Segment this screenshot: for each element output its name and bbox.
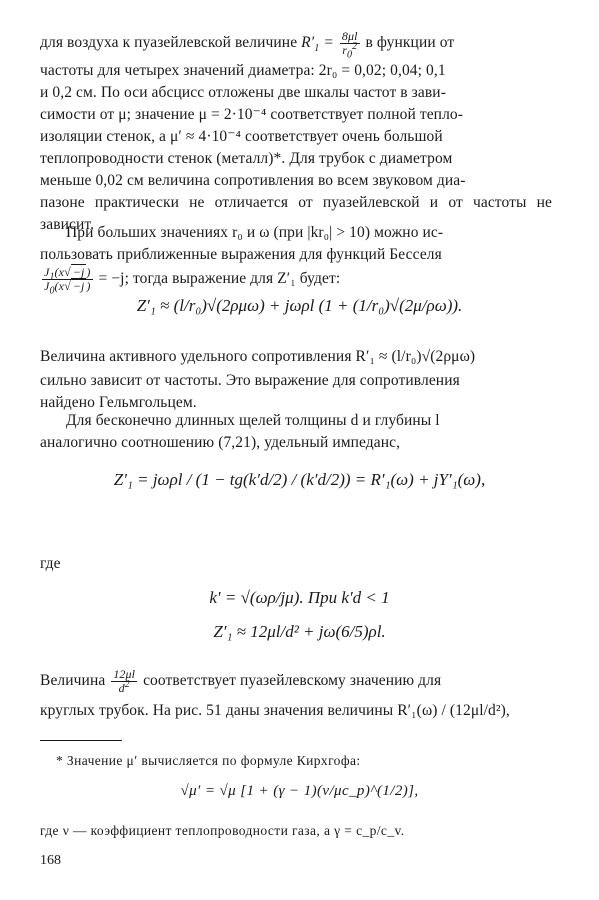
equation-2: Z′₁ = jωρl / (1 − tg(k′d/2) / (k′d/2)) = R′₁(ω) + jY′₁(ω), bbox=[113, 470, 486, 489]
p1-line7: меньше 0,02 см величина сопротивления во всем звуковом диа- bbox=[40, 172, 466, 189]
p5-line1-pre: Величина bbox=[40, 672, 106, 690]
p1-line3: и 0,2 см. По оси абсцисс отложены две шкалы частот в зави- bbox=[40, 84, 446, 101]
inline-formula-r1: $R'_1$ = bbox=[301, 34, 334, 55]
p2-line2: пользовать приближенные выражения для функций Бесселя bbox=[40, 246, 442, 263]
p1-line4: симости от μ; значение μ = 2·10⁻⁴ соответствует полной тепло- bbox=[40, 106, 464, 123]
fraction-8ul-r02: $\frac{8\mu l}{r_0^2}$ bbox=[341, 29, 358, 61]
p3-line1: Величина активного удельного сопротивления R′₁ ≈ (l/r₀)√(2ρμω) bbox=[40, 348, 476, 365]
footnote-line1: * Значение μ′ вычисляется по формуле Кирхгофа: bbox=[56, 753, 361, 768]
footnote-formula: √μ′ = √μ [1 + (γ − 1)(ν/μc_p)^(1/2)], bbox=[180, 783, 419, 799]
footnote-rule bbox=[40, 740, 122, 741]
p5-line1-post: соответствует пуазейлевскому значению для bbox=[143, 672, 442, 690]
equation-4: Z′₁ ≈ 12μl/d² + jω(6/5)ρl. bbox=[213, 622, 386, 641]
fraction-12ul-d2: $\frac{12\mu l}{d^2}$ bbox=[113, 667, 136, 695]
p1-line1-post: в функции от bbox=[365, 34, 455, 52]
where-label: где bbox=[40, 555, 61, 572]
p4-line2: аналогично соотношению (7,21), удельный импеданс, bbox=[40, 434, 401, 451]
p3-line3: найдено Гельмгольцем. bbox=[40, 394, 197, 411]
equation-1: Z′₁ ≈ (l/r₀)√(2ρμω) + jωρl (1 + (1/r₀)√(2μ/ρω)). bbox=[136, 296, 463, 315]
fraction-bessel: $\frac{J_1(x√ -j )}{J_0(x√ -j )}$ bbox=[44, 265, 91, 297]
p2-line1: При больших значениях r₀ и ω (при |kr₀| > 10) можно ис- bbox=[66, 224, 444, 241]
p3-line2: сильно зависит от частоты. Это выражение для сопротивления bbox=[40, 372, 460, 389]
p2-line3-post: = −j; тогда выражение для Z′₁ будет: bbox=[98, 270, 341, 288]
p4-line1: Для бесконечно длинных щелей толщины d и глубины l bbox=[66, 412, 440, 429]
p5-line2: круглых трубок. На рис. 51 даны значения величины R′₁(ω) / (12μl/d²), bbox=[40, 702, 510, 719]
p1-line5: изоляции стенок, а μ′ ≈ 4·10⁻⁴ соответствует очень большой bbox=[40, 128, 443, 145]
equation-3: k′ = √(ωρ/jμ). При k′d < 1 bbox=[209, 588, 390, 607]
p1-line2: частоты для четырех значений диаметра: 2r₀ = 0,02; 0,04; 0,1 bbox=[40, 62, 446, 79]
footnote-line2: где ν — коэффициент теплопроводности газа, а γ = c_p/c_v. bbox=[40, 823, 405, 838]
p1-line1-pre: для воздуха к пуазейлевской величине bbox=[40, 34, 298, 52]
p1-line8: пазоне практически не отличается от пуазейлевской и от частоты не зависит. bbox=[40, 194, 552, 234]
p1-line6: теплопроводности стенок (металл)*. Для трубок с диаметром bbox=[40, 150, 453, 167]
page-number: 168 bbox=[40, 853, 61, 868]
